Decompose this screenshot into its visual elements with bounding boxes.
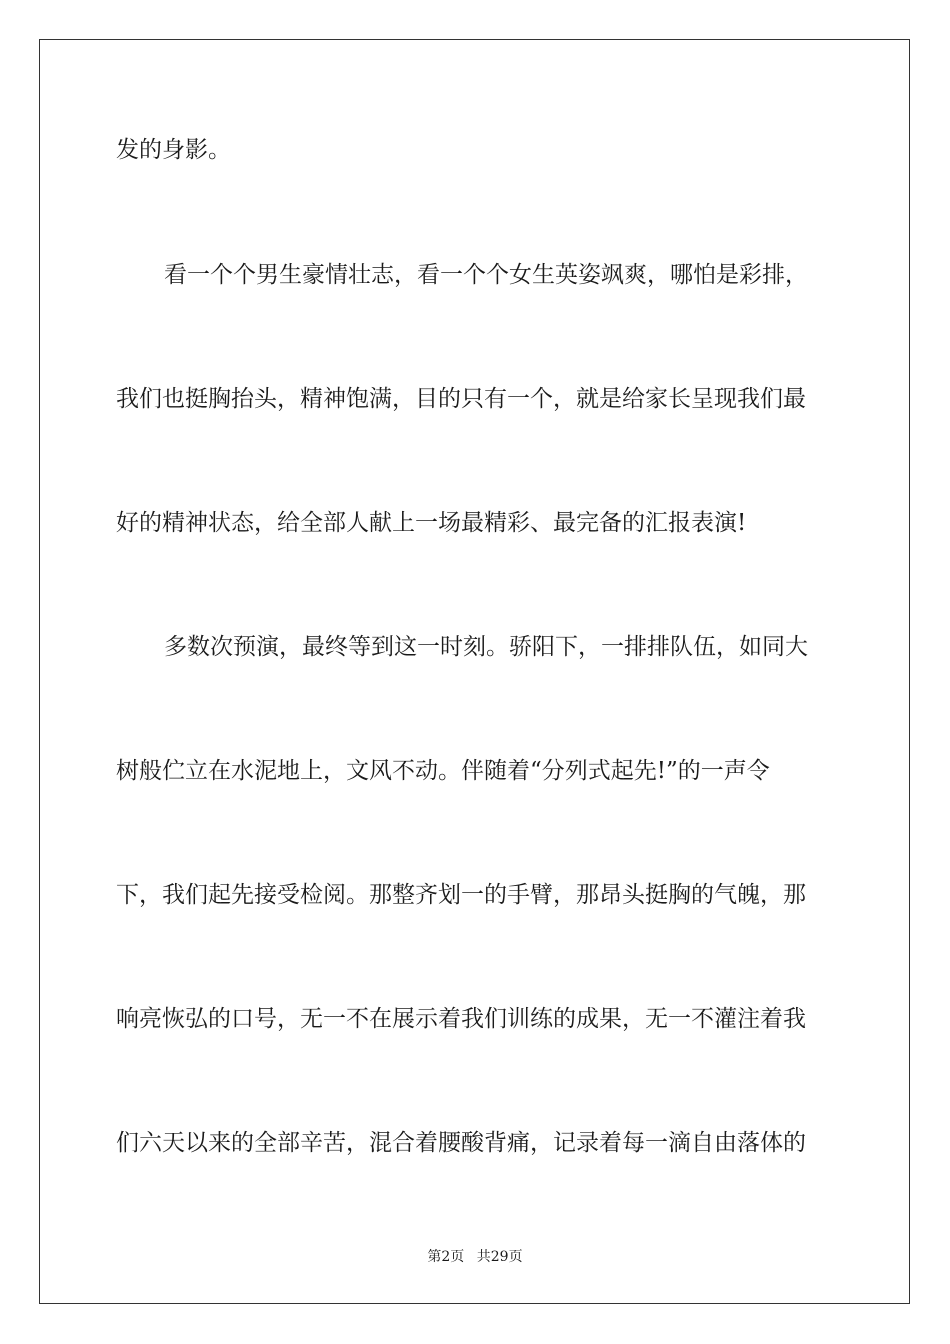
text-line: 好的精神状态，给全部人献上一场最精彩、最完备的汇报表演! [116,510,747,536]
text-line: 看一个个男生豪情壮志，看一个个女生英姿飒爽，哪怕是彩排， [164,262,808,288]
page-footer [0,1246,950,1266]
text-line: 下，我们起先接受检阅。那整齐划一的手臂，那昂头挺胸的气魄，那 [116,882,806,908]
text-line: 们六天以来的全部辛苦，混合着腰酸背痛，记录着每一滴自由落体的 [116,1130,806,1156]
text-line: 树般伫立在水泥地上，文风不动。伴随着“分列式起先!”的一声令 [116,758,770,784]
page-number: 第2页 [427,1249,465,1265]
page-total: 共29页 [476,1249,523,1265]
text-line: 响亮恢弘的口号，无一不在展示着我们训练的成果，无一不灌注着我 [116,1006,806,1032]
text-line: 我们也挺胸抬头，精神饱满，目的只有一个，就是给家长呈现我们最 [116,386,806,412]
text-line: 发的身影。 [116,137,231,163]
text-line: 多数次预演，最终等到这一时刻。骄阳下，一排排队伍，如同大 [164,634,808,660]
page-border [39,39,910,1304]
